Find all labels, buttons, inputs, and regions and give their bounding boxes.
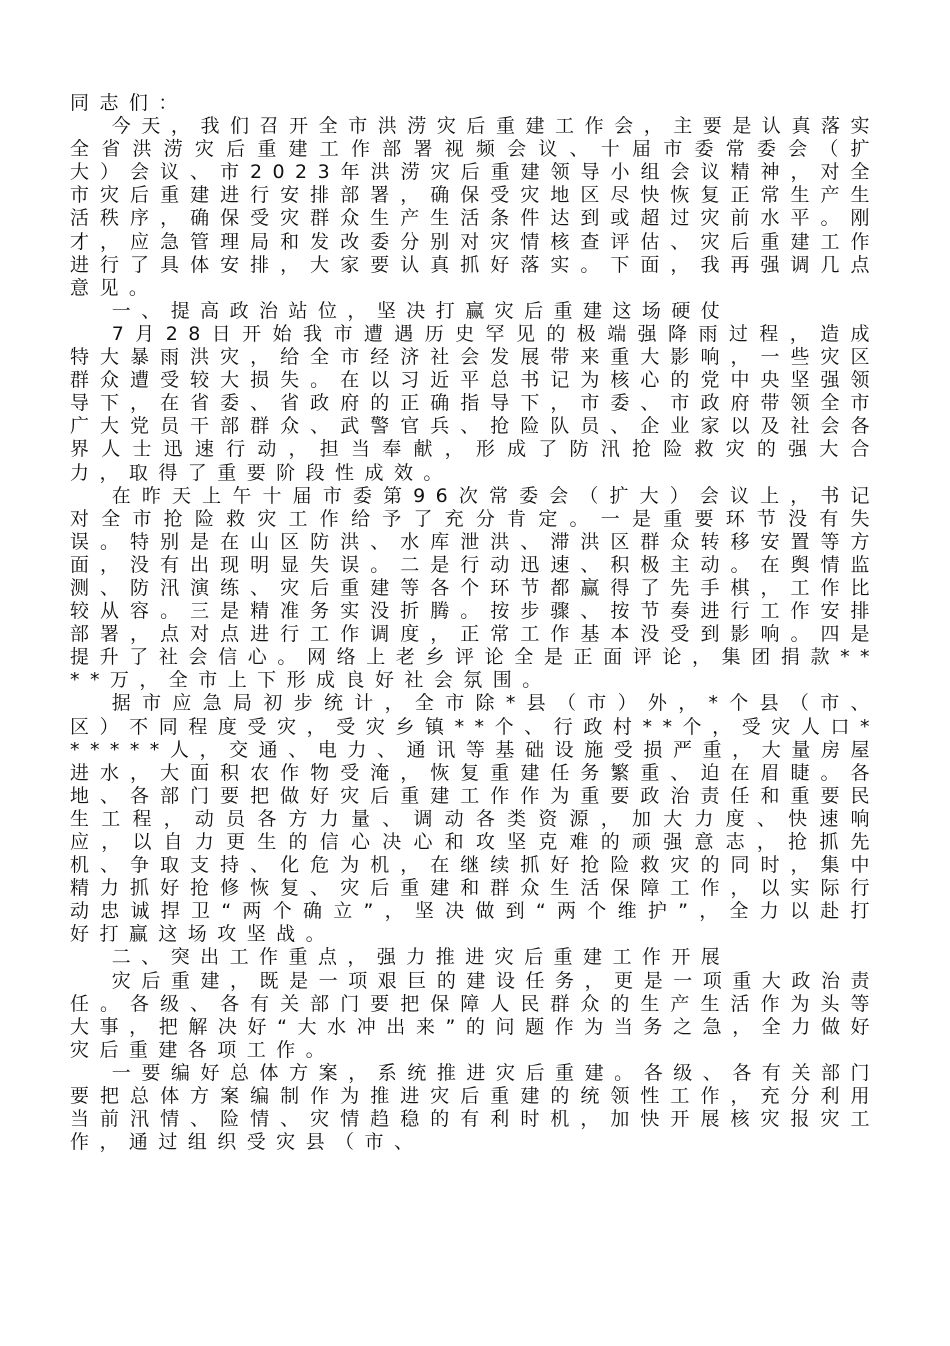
body-paragraph: 在昨天上午十届市委第96次常委会（扩大）会议上，书记对全市抢险救灾工作给予了充分肯定。一是重要环节没有失误。特别是在山区防洪、水库泄洪、滞洪区群众转移安置等方面，没有出现明显失误。二是行动迅速、积极主动。在舆情监测、防汛演练、灾后重建等各个环节都赢得了先手棋，工作比较从容。三是精准务实没折腾。按步骤、按节奏进行工作安排部署，点对点进行工作调度，正常工作基本没受到影响。四是提升了社会信心。网络上老乡评论全是正面评论，集团捐款****万，全市上下形成良好社会氛围。 (70, 484, 880, 692)
body-paragraph: 据市应急局初步统计，全市除*县（市）外，*个县（市、区）不同程度受灾，受灾乡镇**个、行政村**个，受灾人口******人，交通、电力、通讯等基础设施受损严重，大量房屋进水，大面积农作物受淹，恢复重建任务繁重、迫在眉睫。各地、各部门要把做好灾后重建工作作为重要政治责任和重要民生工程，动员各方力量、调动各类资源，加大力度、快速响应，以自力更生的信心决心和攻坚克难的顽强意志，抢抓先机、争取支持、化危为机，在继续抓好抢险救灾的同时，集中精力抓好抢修恢复、灾后重建和群众生活保障工作，以实际行动忠诚捍卫“两个确立”，坚决做到“两个维护”，全力以赴打好打赢这场攻坚战。 (70, 692, 880, 946)
body-paragraph: 7月28日开始我市遭遇历史罕见的极端强降雨过程，造成特大暴雨洪灾，给全市经济社会发展带来重大影响，一些灾区群众遭受较大损失。在以习近平总书记为核心的党中央坚强领导下，在省委、省政府的正确指导下，市委、市政府带领全市广大党员干部群众、武警官兵、抢险队员、企业家以及社会各界人士迅速行动，担当奉献，形成了防汛抢险救灾的强大合力，取得了重要阶段性成效。 (70, 322, 880, 484)
body-paragraph: 灾后重建，既是一项艰巨的建设任务，更是一项重大政治责任。各级、各有关部门要把保障人民群众的生产生活作为头等大事，把解决好“大水冲出来”的问题作为当务之急，全力做好灾后重建各项工作。 (70, 969, 880, 1061)
section-heading-2: 二、突出工作重点，强力推进灾后重建工作开展 (111, 946, 731, 969)
body-paragraph: 一要编好总体方案，系统推进灾后重建。各级、各有关部门要把总体方案编制作为推进灾后重建的统领性工作，充分利用当前汛情、险情、灾情趋稳的有利时机，加快开展核灾报灾工作，通过组织受灾县（市、 (70, 1061, 880, 1154)
salutation: 同志们： (70, 92, 188, 114)
section-heading-1: 一、提高政治站位，坚决打赢灾后重建这场硬仗 (111, 299, 731, 322)
intro-paragraph: 今天，我们召开全市洪涝灾后重建工作会，主要是认真落实全省洪涝灾后重建工作部署视频会议、十届市委常委会（扩大）会议、市2023年洪涝灾后重建领导小组会议精神，对全市灾后重建进行安排部署，确保受灾地区尽快恢复正常生产生活秩序，确保受灾群众生产生活条件达到或超过灾前水平。刚才，应急管理局和发改委分别对灾情核查评估、灾后重建工作进行了具体安排，大家要认真抓好落实。下面，我再强调几点意见。 (70, 115, 880, 299)
document-page (70, 92, 880, 1272)
